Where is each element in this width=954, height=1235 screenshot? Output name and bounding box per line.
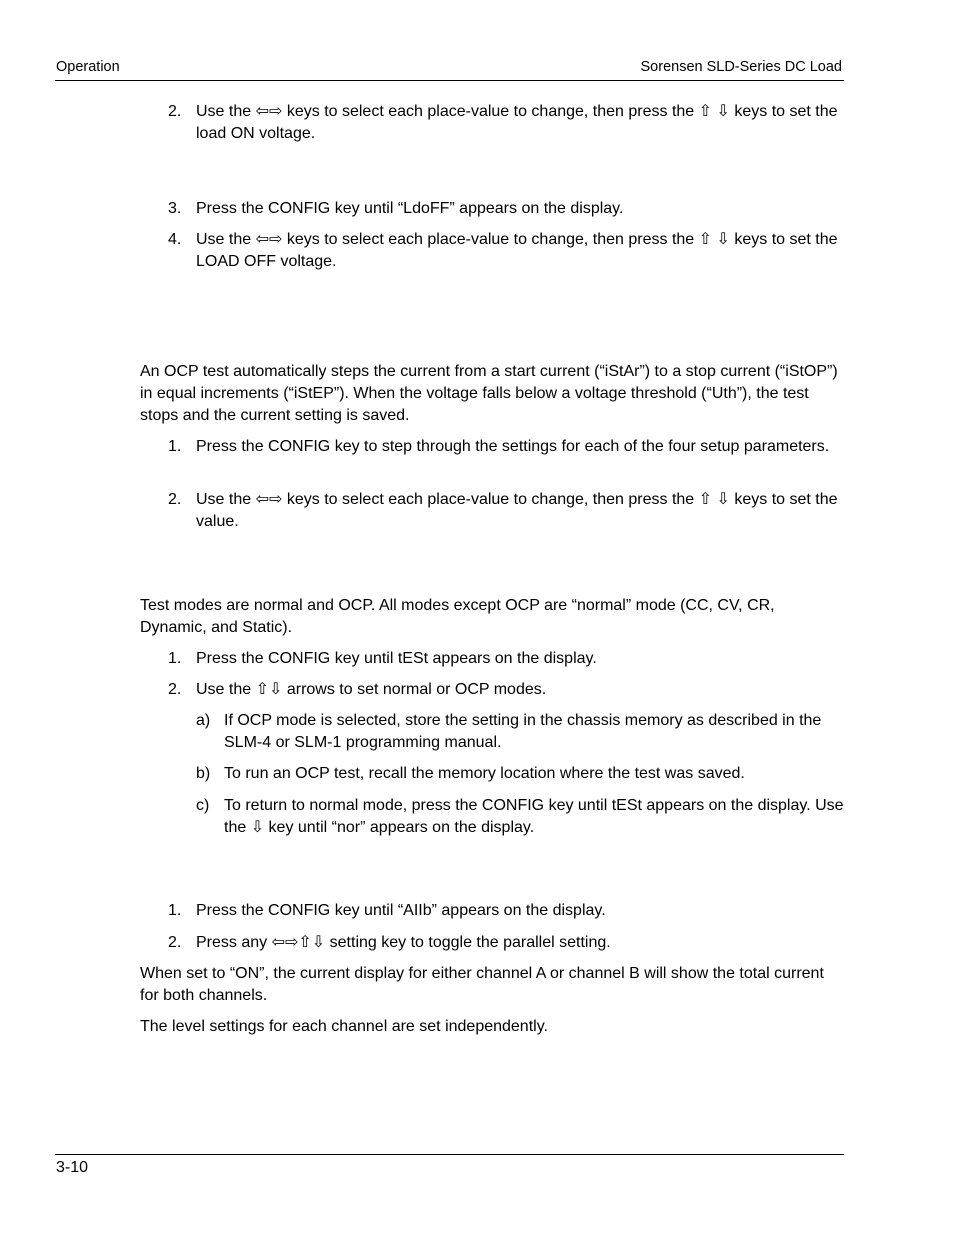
running-header-section: Operation (56, 59, 120, 75)
step-text: Use the ⇧⇩ arrows to set normal or OCP modes. (196, 681, 547, 698)
substep-letter: c) (196, 797, 210, 814)
step-text: Use the ⇦⇨ keys to select each place-value to change, then press the ⇧ ⇩ keys to set the load ON voltage. (196, 103, 838, 142)
substep-letter: b) (196, 765, 211, 782)
list-item (168, 489, 848, 533)
list-item (168, 648, 848, 670)
list-item (168, 198, 848, 220)
step-number: 1. (168, 650, 182, 667)
test-mode-intro-paragraph: Test modes are normal and OCP. All modes except OCP are “normal” mode (CC, CV, CR, Dynamic, and Static). (140, 597, 775, 636)
step-text: Press any ⇦⇨⇧⇩ setting key to toggle the parallel setting. (196, 934, 611, 951)
list-item (168, 900, 848, 922)
step-number: 2. (168, 491, 182, 508)
sub-list-item (196, 710, 846, 754)
step-text: Use the ⇦⇨ keys to select each place-value to change, then press the ⇧ ⇩ keys to set the value. (196, 491, 838, 530)
step-number: 2. (168, 103, 182, 120)
step-number: 4. (168, 231, 182, 248)
list-item (168, 436, 848, 458)
step-number: 2. (168, 681, 182, 698)
step-text: Press the CONFIG key until “AIIb” appears on the display. (196, 902, 606, 919)
substep-text: If OCP mode is selected, store the setting in the chassis memory as described in the SLM-4 or SLM-1 programming manual. (224, 712, 822, 751)
list-item (168, 229, 848, 273)
step-number: 2. (168, 934, 182, 951)
channel-levels-paragraph: The level settings for each channel are set independently. (140, 1018, 548, 1035)
step-text: Press the CONFIG key until “LdoFF” appears on the display. (196, 200, 624, 217)
running-header-product: Sorensen SLD-Series DC Load (640, 59, 842, 75)
substep-text: To return to normal mode, press the CONFIG key until tESt appears on the display. Use the ⇩ key until “nor” appears on the display. (224, 797, 844, 836)
sub-list-item (196, 763, 846, 785)
step-number: 1. (168, 902, 182, 919)
footer-rule (55, 1154, 844, 1155)
ocp-intro-paragraph: An OCP test automatically steps the current from a start current (“iStAr”) to a stop current (“iStOP”) in equal increments (“iStEP”). When the voltage falls below a voltage threshold (“Uth”), the test stops and the current setting is saved. (140, 363, 838, 424)
parallel-note-paragraph: When set to “ON”, the current display for either channel A or channel B will show the total current for both channels. (140, 965, 824, 1004)
step-text: Use the ⇦⇨ keys to select each place-value to change, then press the ⇧ ⇩ keys to set the LOAD OFF voltage. (196, 231, 838, 270)
step-number: 3. (168, 200, 182, 217)
substep-text: To run an OCP test, recall the memory location where the test was saved. (224, 765, 745, 782)
header-rule (55, 80, 844, 81)
step-text: Press the CONFIG key until tESt appears on the display. (196, 650, 597, 667)
list-item (168, 101, 848, 145)
list-item (168, 932, 848, 954)
step-number: 1. (168, 438, 182, 455)
page-number: 3-10 (56, 1159, 89, 1176)
substep-letter: a) (196, 712, 211, 729)
step-text: Press the CONFIG key to step through the settings for each of the four setup parameters. (196, 438, 830, 455)
sub-list-item (196, 795, 846, 839)
list-item (168, 679, 848, 701)
